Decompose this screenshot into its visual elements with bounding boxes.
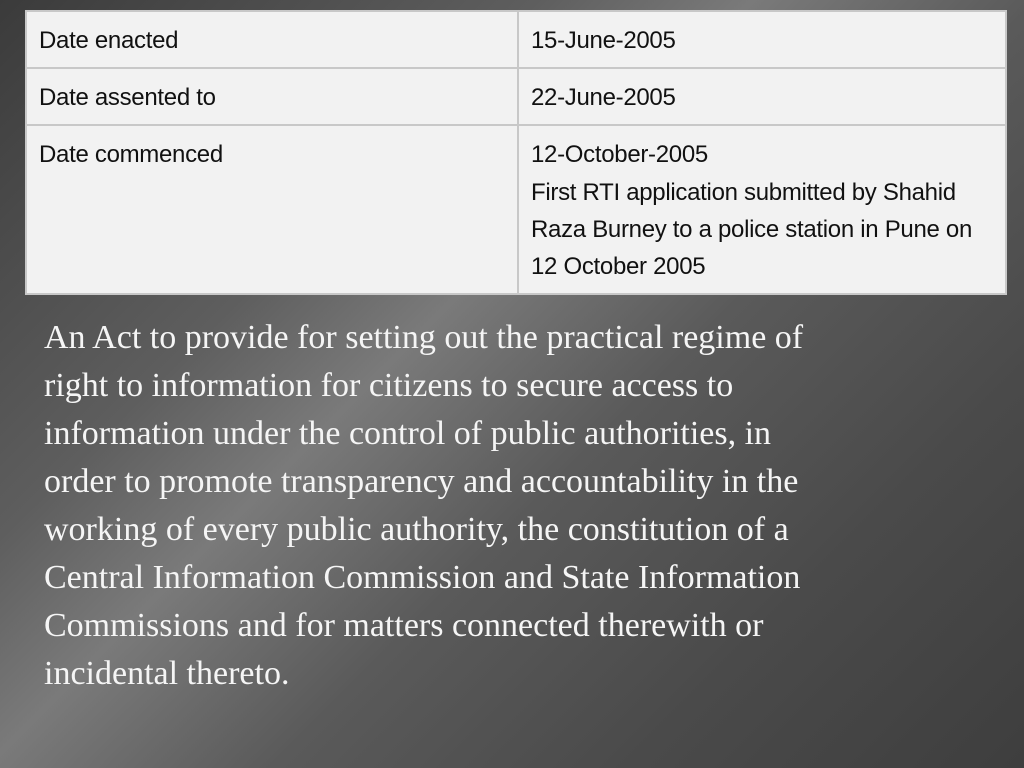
- paragraph-line: Commissions and for matters connected therewith or: [44, 607, 764, 644]
- table-cell-value: [518, 11, 1006, 68]
- date-commenced-value: 12-October-2005: [531, 141, 708, 169]
- table-cell-value: [518, 68, 1006, 125]
- table-cell-label: Date assented to: [26, 68, 518, 125]
- date-commenced-note-line: 12 October 2005: [531, 252, 706, 280]
- date-assented-value: 22-June-2005: [531, 84, 676, 112]
- paragraph-line: Central Information Commission and State Information: [44, 559, 801, 596]
- act-description-paragraph: [44, 314, 944, 698]
- paragraph-line: right to information for citizens to secure access to: [44, 367, 734, 404]
- paragraph-line: order to promote transparency and accountability in the: [44, 463, 799, 500]
- paragraph-line: An Act to provide for setting out the practical regime of: [44, 319, 804, 356]
- paragraph-line: working of every public authority, the constitution of a: [44, 511, 789, 548]
- table-row-date-commenced: [26, 125, 1006, 294]
- paragraph-line: information under the control of public authorities, in: [44, 415, 772, 452]
- table-row-date-enacted: [26, 11, 1006, 68]
- rti-act-dates-table: [25, 10, 1007, 295]
- date-commenced-note-line: First RTI application submitted by Shahid: [531, 178, 956, 206]
- table-row-date-assented: [26, 68, 1006, 125]
- date-commenced-note-line: Raza Burney to a police station in Pune on: [531, 215, 973, 243]
- date-enacted-value: 15-June-2005: [531, 27, 676, 54]
- table-cell-value: [518, 125, 1006, 294]
- paragraph-line: incidental thereto.: [44, 655, 290, 692]
- table-cell-label: Date commenced: [26, 125, 518, 294]
- table-cell-label: Date enacted: [26, 11, 518, 68]
